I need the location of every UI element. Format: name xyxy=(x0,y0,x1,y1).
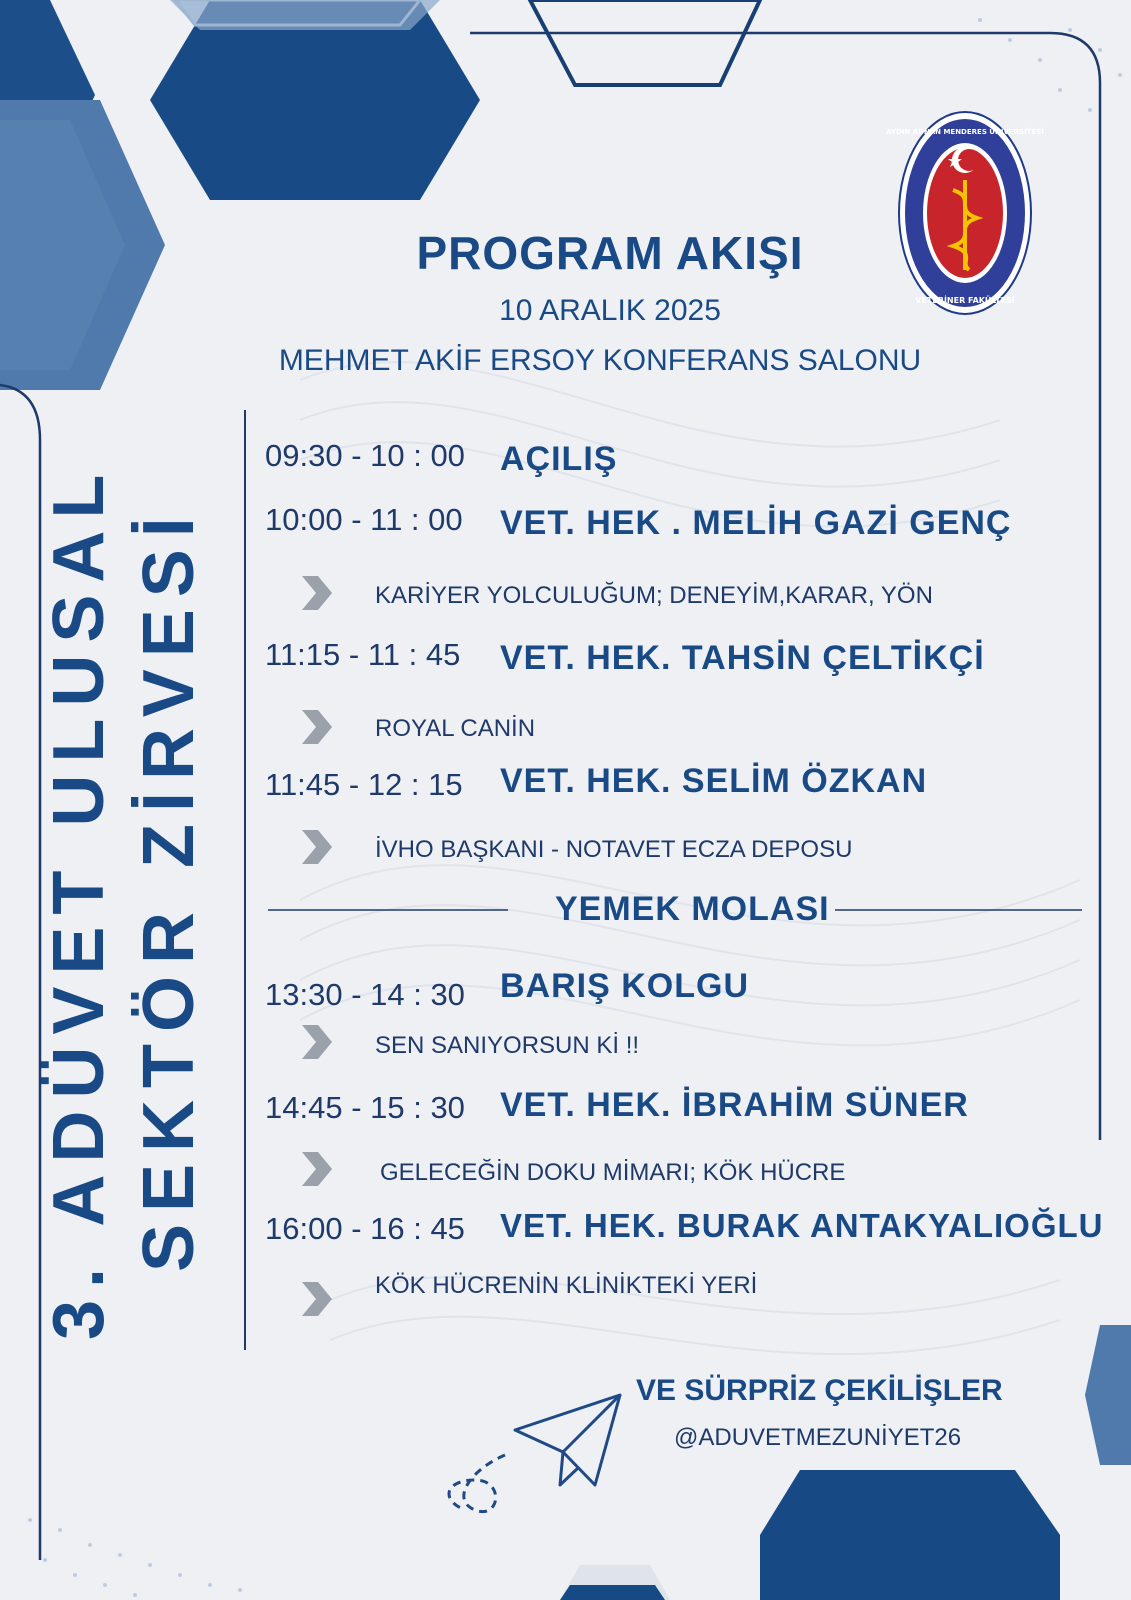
university-logo xyxy=(886,110,1044,316)
chevron-right-icon xyxy=(298,710,334,744)
schedule-speaker: VET. HEK. İBRAHİM SÜNER xyxy=(500,1086,969,1124)
side-title-line2: SEKTÖR ZİRVESİ xyxy=(129,505,209,1272)
schedule-speaker: VET. HEK. TAHSİN ÇELTİKÇİ xyxy=(500,639,985,677)
chevron-right-icon xyxy=(298,1152,334,1186)
side-title-line1: 3. ADÜVET ULUSAL xyxy=(39,462,119,1340)
schedule-speaker: VET. HEK. SELİM ÖZKAN xyxy=(500,762,928,800)
chevron-right-icon xyxy=(298,576,334,610)
schedule-topic: ROYAL CANİN xyxy=(375,715,536,742)
schedule-topic: KÖK HÜCRENİN KLİNİKTEKİ YERİ xyxy=(375,1272,758,1299)
schedule-time: 11:45 - 12 : 15 xyxy=(265,767,463,802)
chevron-right-icon xyxy=(298,1282,334,1316)
logo-ring-text-bottom: VETERİNER FAKÜLTESİ xyxy=(915,296,1015,305)
lunch-break-label: YEMEK MOLASI xyxy=(555,890,830,928)
logo-ring-text-top: AYDIN ADNAN MENDERES ÜNİVERSİTESİ xyxy=(886,128,1044,136)
event-date: 10 ARALIK 2025 xyxy=(499,294,721,327)
schedule-time: 09:30 - 10 : 00 xyxy=(265,438,465,473)
page-title: PROGRAM AKIŞI xyxy=(416,227,804,279)
paper-plane-icon xyxy=(449,1395,620,1512)
schedule-time: 16:00 - 16 : 45 xyxy=(265,1211,465,1246)
schedule-speaker: BARIŞ KOLGU xyxy=(500,967,749,1005)
schedule-time: 11:15 - 11 : 45 xyxy=(265,637,461,672)
surprise-draw-text: VE SÜRPRİZ ÇEKİLİŞLER xyxy=(636,1374,1003,1407)
schedule-time: 13:30 - 14 : 30 xyxy=(265,977,465,1012)
event-venue: MEHMET AKİF ERSOY KONFERANS SALONU xyxy=(278,344,922,377)
schedule-topic: GELECEĞİN DOKU MİMARI; KÖK HÜCRE xyxy=(380,1159,846,1186)
chevron-right-icon xyxy=(298,830,334,864)
schedule-topic: SEN SANIYORSUN Kİ !! xyxy=(375,1032,640,1059)
schedule-speaker: VET. HEK . MELİH GAZİ GENÇ xyxy=(500,504,1012,542)
schedule-speaker: AÇILIŞ xyxy=(500,440,618,478)
social-handle: @ADUVETMEZUNİYET26 xyxy=(674,1424,962,1451)
schedule-topic: KARİYER YOLCULUĞUM; DENEYİM,KARAR, YÖN xyxy=(375,582,933,609)
schedule-topic: İVHO BAŞKANI - NOTAVET ECZA DEPOSU xyxy=(375,836,853,863)
schedule-speaker: VET. HEK. BURAK ANTAKYALIOĞLU xyxy=(500,1207,1104,1244)
schedule-time: 10:00 - 11 : 00 xyxy=(265,502,463,537)
chevron-right-icon xyxy=(298,1025,334,1059)
schedule-time: 14:45 - 15 : 30 xyxy=(265,1090,465,1125)
